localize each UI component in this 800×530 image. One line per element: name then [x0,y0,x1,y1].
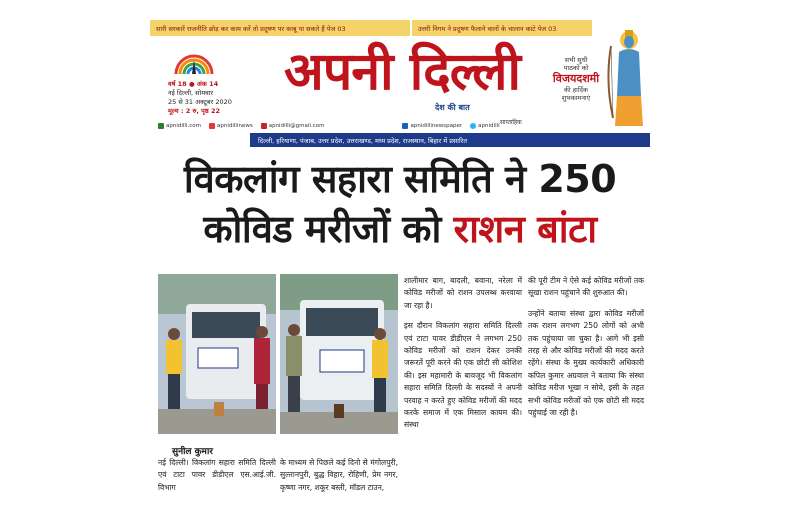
social-twitter[interactable]: apnidilli [470,123,499,129]
newspaper-page [150,20,650,520]
rainbow-pen-logo-icon [172,50,216,76]
masthead-tagline: देश की बात [435,103,470,112]
headline-line1: विकलांग सहारा समिति ने 250 [183,157,617,201]
headline-line2-black: कोविड मरीजों को [203,207,454,251]
article-col1-para: नई दिल्ली। विकलांग सहारा समिति दिल्ली एवं टाटा पावर डीडीएल एस.आई.जी. विभाग [158,458,276,492]
article-column-2 [280,457,398,502]
edition-info [168,80,258,116]
masthead-weekly: साप्ताहिक [500,119,522,126]
byline: सुनील कुमार [172,447,213,457]
article-column-4 [528,275,644,427]
greeting-line2: पाठकों को [563,64,589,72]
article-column-1 [158,457,276,502]
globe-icon [158,123,164,129]
edition-dates: 25 से 31 अक्टूबर 2020 [168,98,232,106]
article-col3-para2: इस दौरान विकलांग सहारा समिति दिल्ली एवं टाटा पावर डीडीएल ने लगभग 250 कोविड मरीजों को राशन देकर उनकी जरूरतें पूरी करने की एक छोटी सी कोशिश की। इस महामारी के बावजूद भी विकलांग सहारा समिति दिल्ली के सदस्यों ने अपनी परवाह न करते हुए कोविड मरीजों की मदद करके समाज में एक मिसाल कायम की। संस्था [404,321,522,430]
photo-ration-distribution-1 [158,274,276,434]
social-email[interactable]: apnidilli@gmail.com [261,123,325,129]
edition-city-day: नई दिल्ली, सोमवार [168,89,214,97]
ticker-right: उत्तरी निगम ने प्रदूषण फैलाने वालों के चालान काटे पेज 03 [412,20,592,36]
article-col4-para1: की पूरी टीम ने ऐसे कई कोविड मरीजों तक सूखा राशन पहुंचाने की शुरुआत की। [528,276,644,298]
dussehra-greeting [544,56,608,102]
masthead-title: अपनी दिल्ली [284,41,520,102]
greeting-line1: सभी सुधी [564,56,588,64]
social-website[interactable]: apnidilli.com [158,123,201,129]
headline-line2-red: राशन बांटा [453,207,597,251]
ticker-left: सारी सरकारें राजनीति छोड़ कर काम करें तो प्रदूषण पर काबू पा सकते हैं पेज 03 [150,20,410,36]
main-headline [150,154,650,254]
top-ticker [150,20,650,36]
social-links [150,121,650,131]
article-col3-para1: शालीमार बाग, बादली, बवाना, नरेला में कोविड मरीजों को राशन उपलब्ध करवाया जा रहा है। [404,276,522,310]
circulation-states: दिल्ली, हरियाणा, पंजाब, उत्तर प्रदेश, उत्तराखण्ड, मध्य प्रदेश, राजस्थान, बिहार में प्रसारित [250,133,650,147]
facebook-icon [402,123,408,129]
social-youtube[interactable]: apnidillinews [209,123,253,129]
youtube-icon [209,123,215,129]
twitter-icon [470,123,476,129]
edition-price: मूल्य : 2 रु, पृष्ठ 22 [168,107,220,115]
edition-volume: वर्ष 18 ● अंक 14 [168,80,219,88]
photo-ration-distribution-2 [280,274,398,434]
lord-rama-illustration-icon [605,26,649,130]
mail-icon [261,123,267,129]
greeting-line4: शुभकामनाएं [561,94,591,102]
greeting-big: विजयदशमी [552,72,600,85]
social-facebook[interactable]: apnidillinewspaper [402,123,462,129]
article-col4-para2: उन्होंने बताया संस्था द्वारा कोविड मरीजों तक राशन लगभग 250 लोगों को अभी तक पहुंचाया जा चुका है। आगे भी इसी तरह से और कोविड मरीजों की मदद करते रहेंगे। संस्था के मुख्य कार्यकारी अधिकारी कपिल कुमार अग्रवाल ने बताया कि संस्था कोविड मरीज भूखा न सोये, इसी के तहत सभी कोविड मरीजों को एक छोटी सी मदद पहुंचाई जा रही है। [528,308,644,418]
greeting-line3: की हार्दिक [563,86,588,94]
article-column-3 [404,275,522,440]
headline-line2 [150,204,650,254]
article-col2-para: के माध्यम से पिछले कई दिनो से मंगोलपुरी, सुल्तानपुरी, बुद्ध विहार, रोहिणी, प्रेम नगर, कृष्णा नगर, शकूर बस्ती, मॉडल टाउन, [280,458,398,492]
